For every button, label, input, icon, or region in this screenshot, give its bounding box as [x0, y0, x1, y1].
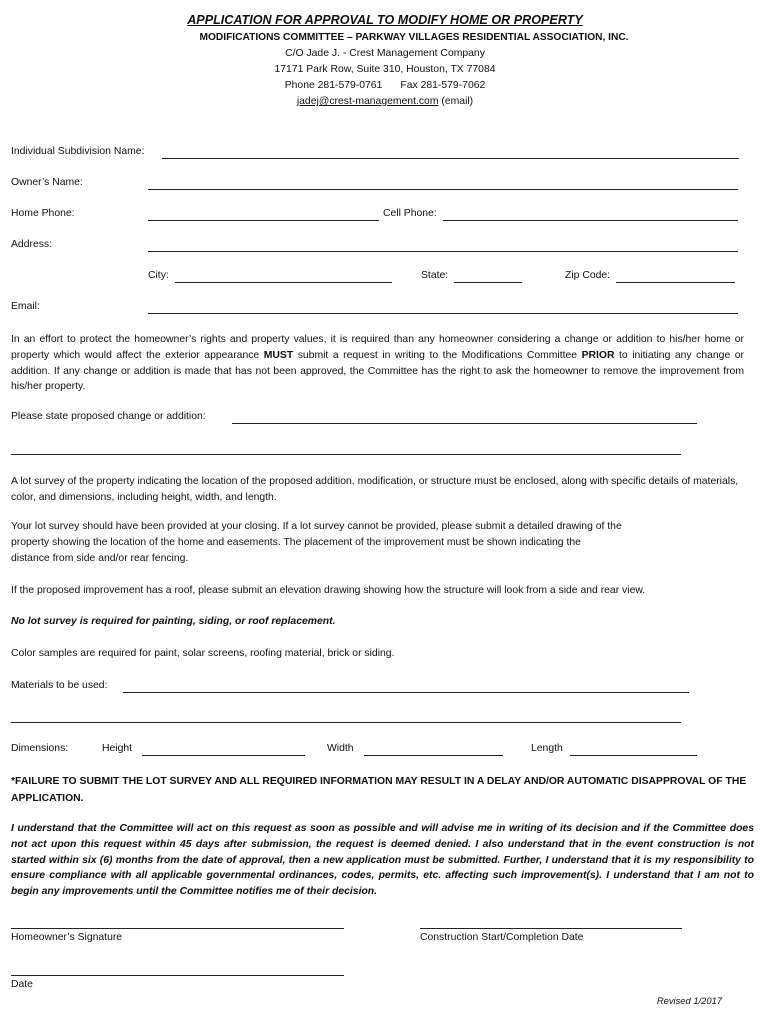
owner-field[interactable]	[148, 189, 738, 190]
color-samples-note: Color samples are required for paint, solar screens, roofing material, brick or siding.	[11, 648, 395, 659]
fax-number: Fax 281-579-7062	[400, 80, 486, 91]
no-survey-note: No lot survey is required for painting, siding, or roof replacement.	[11, 616, 336, 627]
cell-phone-label: Cell Phone:	[383, 208, 437, 219]
committee-name: MODIFICATIONS COMMITTEE – PARKWAY VILLAGES RESIDENTIAL ASSOCIATION, INC.	[199, 32, 629, 43]
intro-text-3: to initiating any change or addition. If any change or addition is made that has not been approved, the Committee has the right to ask the homeowner to remove the improvement from his/her property.	[11, 349, 745, 393]
address-field[interactable]	[148, 251, 738, 252]
care-of-line: C/O Jade J. - Crest Management Company	[285, 48, 485, 59]
phone-number: Phone 281-579-0761	[284, 80, 383, 91]
homeowner-signature-label: Homeowner’s Signature	[11, 932, 123, 943]
length-label: Length	[531, 743, 563, 754]
email-field[interactable]	[148, 313, 738, 314]
construction-date-label: Construction Start/Completion Date	[420, 932, 584, 943]
state-field[interactable]	[454, 282, 522, 283]
intro-paragraph	[11, 332, 744, 395]
roof-paragraph: If the proposed improvement has a roof, please submit an elevation drawing showing how the structure will look from a side and rear view.	[11, 585, 646, 596]
intro-text-2: submit a request in writing to the Modifications Committee	[297, 349, 578, 361]
owner-label: Owner’s Name:	[11, 177, 83, 188]
proposed-change-field[interactable]	[232, 423, 697, 424]
width-field[interactable]	[364, 755, 503, 756]
closing-line-2: property showing the location of the home and easements. The placement of the improvement must be shown indicating the	[11, 537, 581, 548]
revision-date: Revised 1/2017	[656, 995, 722, 1006]
acknowledgement-paragraph: I understand that the Committee will act on this request as soon as possible and will advise me in writing of its decision and if the Committee does not act upon this request within 45 days after submission, the request is deemed denied. I also understand that in the event construction is not started within six (6) months from the date of approval, then a new application must be submitted. Further, I understand that it is my responsibility to ensure compliance with all applicable governmental ordinances, codes, permits, etc. affecting such improvement(s). I understand that I am not to begin any improvements until the Committee notifies me of their decision.	[11, 823, 754, 898]
dimensions-label: Dimensions:	[11, 743, 69, 754]
width-label: Width	[327, 743, 354, 754]
home-phone-field[interactable]	[148, 220, 379, 221]
phone-fax-line	[0, 80, 770, 91]
state-label: State:	[421, 270, 449, 281]
zip-field[interactable]	[616, 282, 735, 283]
intro-must: MUST	[263, 349, 294, 361]
failure-warning: *FAILURE TO SUBMIT THE LOT SURVEY AND ALL REQUIRED INFORMATION MAY RESULT IN A DELAY AND/OR AUTOMATIC DISAPPROVAL OF THE APPLICATION.	[11, 776, 747, 804]
city-field[interactable]	[175, 282, 392, 283]
construction-date-field[interactable]	[420, 928, 682, 929]
email-line	[0, 96, 770, 107]
subdivision-field[interactable]	[162, 158, 739, 159]
intro-prior: PRIOR	[581, 349, 615, 361]
materials-field[interactable]	[123, 692, 689, 693]
homeowner-signature-field[interactable]	[11, 928, 344, 929]
closing-line-3: distance from side and/or rear fencing.	[11, 553, 189, 564]
proposed-change-label: Please state proposed change or addition:	[11, 411, 206, 422]
height-label: Height	[102, 743, 133, 754]
zip-label: Zip Code:	[565, 270, 611, 281]
email-link[interactable]: jadej@crest-management.com	[296, 96, 439, 107]
materials-field-2[interactable]	[11, 722, 681, 723]
email-suffix: (email)	[441, 96, 474, 107]
materials-label: Materials to be used:	[11, 680, 108, 691]
home-phone-label: Home Phone:	[11, 208, 75, 219]
date-label: Date	[11, 979, 33, 990]
city-label: City:	[148, 270, 169, 281]
closing-line-1: Your lot survey should have been provided at your closing. If a lot survey cannot be provided, please submit a detailed drawing of the	[11, 521, 622, 532]
address-label: Address:	[11, 239, 53, 250]
length-field[interactable]	[570, 755, 697, 756]
height-field[interactable]	[142, 755, 305, 756]
address-line: 17171 Park Row, Suite 310, Houston, TX 77084	[274, 64, 496, 75]
lot-survey-paragraph: A lot survey of the property indicating the location of the proposed addition, modification, or structure must be enclosed, along with specific details of materials, color, and dimensions, including height, width, and length.	[11, 476, 739, 503]
proposed-change-field-2[interactable]	[11, 454, 681, 455]
cell-phone-field[interactable]	[443, 220, 738, 221]
date-field[interactable]	[11, 975, 344, 976]
email-label: Email:	[11, 301, 40, 312]
form-title: APPLICATION FOR APPROVAL TO MODIFY HOME OR PROPERTY	[187, 13, 583, 27]
subdivision-label: Individual Subdivision Name:	[11, 146, 145, 157]
intro-text-1: In an effort to protect the homeowner’s rights and property values, it is required than any homeowner considering a change or addition to his/her home or property which would affect the exterior appearance	[11, 334, 744, 361]
